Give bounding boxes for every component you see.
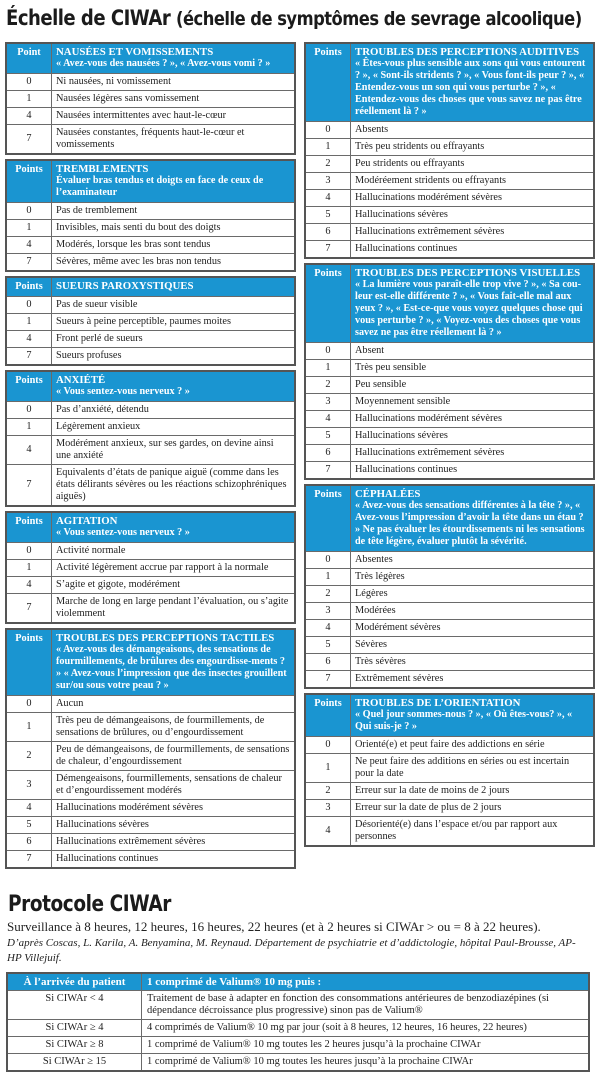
score-value: 5 (305, 207, 351, 224)
score-value: 1 (6, 220, 52, 237)
protocol-condition: Si CIWAr ≥ 15 (7, 1054, 142, 1072)
score-value: 1 (6, 314, 52, 331)
protocol-row (7, 991, 589, 1020)
score-row (6, 713, 295, 742)
score-description: Erreur sur la date de plus de 2 jours (351, 800, 595, 817)
section-heading: NAUSÉES ET VOMISSEMENTS (56, 46, 214, 58)
score-row (6, 220, 295, 237)
score-value: 4 (6, 577, 52, 594)
score-row (305, 737, 594, 754)
score-description: Pas d’anxiété, détendu (52, 402, 296, 419)
score-row (305, 224, 594, 241)
score-description: Modérées (351, 603, 595, 620)
score-description: Peu stridents ou effrayants (351, 156, 595, 173)
score-row (6, 543, 295, 560)
scale-section-cephalees (304, 484, 595, 689)
score-row (305, 207, 594, 224)
score-description: Hallucinations continues (351, 462, 595, 480)
score-row (6, 91, 295, 108)
score-row (305, 173, 594, 190)
score-value: 2 (305, 783, 351, 800)
points-column-header: Points (305, 43, 351, 122)
section-heading-cell (52, 629, 296, 696)
section-question: « La lumière vous paraît-elle trop vive ? », « Sa cou-leur est-elle différente ? », « Vous fait-elle mal aux yeux ? », « Est-ce-que vous voyez quelques chose qui vous perturbe ? », « Voyez-vous des choses que vous savez ne pas être réellement là ? » (355, 279, 583, 338)
score-row (305, 241, 594, 259)
score-row (6, 254, 295, 272)
score-row (305, 156, 594, 173)
points-column-header: Points (6, 512, 52, 543)
score-value: 4 (305, 190, 351, 207)
score-description: Nausées intermittentes avec haut-le-cœur (52, 108, 296, 125)
score-value: 3 (305, 394, 351, 411)
score-value: 2 (305, 377, 351, 394)
points-column-header: Points (305, 694, 351, 737)
score-description: Nausées constantes, fréquents haut-le-cœur et vomissements (52, 125, 296, 155)
score-description: Front perlé de sueurs (52, 331, 296, 348)
score-description: Peu de démangeaisons, de fourmillements, de sensations de chaleur, d’engourdissement (52, 742, 296, 771)
score-value: 4 (305, 817, 351, 847)
score-row (305, 620, 594, 637)
scale-section-troubles-des-perceptions-visuelles (304, 263, 595, 480)
score-row (6, 696, 295, 713)
section-heading: TREMBLEMENTS (56, 163, 149, 175)
protocol-condition: Si CIWAr < 4 (7, 991, 142, 1020)
protocol-condition: Si CIWAr ≥ 8 (7, 1037, 142, 1054)
score-row (305, 428, 594, 445)
score-description: Pas de sueur visible (52, 297, 296, 314)
score-row (6, 817, 295, 834)
score-value: 6 (305, 445, 351, 462)
points-column-header: Points (305, 485, 351, 552)
score-value: 1 (6, 419, 52, 436)
score-value: 5 (6, 817, 52, 834)
score-row (6, 560, 295, 577)
page-title-main: Échelle de CIWAr (6, 6, 171, 30)
section-heading: TROUBLES DE L’ORIENTATION (355, 697, 521, 709)
page-title (6, 6, 582, 30)
score-row (305, 783, 594, 800)
score-description: Activité légèrement accrue par rapport à la normale (52, 560, 296, 577)
score-row (6, 834, 295, 851)
score-description: Hallucinations extrêmement sévères (351, 224, 595, 241)
score-row (305, 569, 594, 586)
section-header-row (6, 160, 295, 203)
section-header-row (305, 694, 594, 737)
section-header-row (305, 485, 594, 552)
section-header-row (6, 371, 295, 402)
score-value: 0 (6, 203, 52, 220)
section-heading: AGITATION (56, 515, 118, 527)
score-description: Erreur sur la date de moins de 2 jours (351, 783, 595, 800)
section-heading-cell (52, 512, 296, 543)
score-value: 3 (305, 173, 351, 190)
score-value: 1 (305, 139, 351, 156)
score-value: 7 (305, 462, 351, 480)
score-description: Modérément sévères (351, 620, 595, 637)
score-row (305, 603, 594, 620)
score-value: 1 (6, 713, 52, 742)
score-row (305, 654, 594, 671)
score-row (6, 348, 295, 366)
score-row (305, 445, 594, 462)
score-description: Pas de tremblement (52, 203, 296, 220)
score-value: 6 (305, 654, 351, 671)
score-row (305, 800, 594, 817)
section-header-row (305, 264, 594, 343)
score-row (305, 394, 594, 411)
score-row (6, 577, 295, 594)
section-question: « Avez-vous des nausées ? », « Avez-vous vomi ? » (56, 58, 271, 69)
score-row (6, 436, 295, 465)
score-value: 0 (305, 122, 351, 139)
section-question: Évaluer bras tendus et doigts en face de ceux de l’examinateur (56, 175, 264, 198)
score-row (6, 108, 295, 125)
score-row (6, 74, 295, 91)
score-value: 0 (6, 74, 52, 91)
points-column-header: Points (6, 277, 52, 297)
score-description: Aucun (52, 696, 296, 713)
score-value: 0 (305, 737, 351, 754)
score-value: 7 (305, 241, 351, 259)
points-column-header: Points (6, 371, 52, 402)
section-question: « Vous sentez-vous nerveux ? » (56, 386, 190, 397)
score-description: Sueurs à peine perceptible, paumes moites (52, 314, 296, 331)
score-description: Nausées légères sans vomissement (52, 91, 296, 108)
score-row (6, 771, 295, 800)
score-description: Légèrement anxieux (52, 419, 296, 436)
section-question: « Quel jour sommes-nous ? », « Où êtes-vous? », « Qui suis-je ? » (355, 709, 573, 732)
score-row (305, 343, 594, 360)
score-row (6, 331, 295, 348)
protocol-row (7, 1020, 589, 1037)
score-description: Hallucinations sévères (351, 207, 595, 224)
score-value: 1 (305, 569, 351, 586)
score-value: 7 (6, 254, 52, 272)
score-value: 7 (6, 125, 52, 155)
score-row (305, 190, 594, 207)
points-column-header: Points (6, 160, 52, 203)
score-row (305, 552, 594, 569)
section-heading: TROUBLES DES PERCEPTIONS VISUELLES (355, 267, 581, 279)
protocol-title: Protocole CIWAr (8, 892, 171, 917)
score-description: Extrêmement sévères (351, 671, 595, 689)
score-value: 1 (305, 754, 351, 783)
score-description: Sévères, même avec les bras non tendus (52, 254, 296, 272)
score-value: 7 (6, 851, 52, 869)
protocol-header-condition: À l’arrivée du patient (7, 973, 142, 991)
points-column-header: Points (6, 629, 52, 696)
score-value: 3 (305, 800, 351, 817)
score-row (6, 203, 295, 220)
section-heading: TROUBLES DES PERCEPTIONS TACTILES (56, 632, 275, 644)
score-value: 3 (6, 771, 52, 800)
credit-text: D’après Coscas, L. Karila, A. Benyamina, M. Reynaud. Département de psychiatrie et d’addictologie, hôpital Paul-Brousse, AP-HP Villejuif. (7, 937, 576, 964)
score-description: Sueurs profuses (52, 348, 296, 366)
score-description: Très peu de démangeaisons, de fourmillements, de sensations de brûlures, ou d’engourdissement (52, 713, 296, 742)
score-value: 7 (6, 594, 52, 624)
score-row (305, 586, 594, 603)
score-description: Hallucinations continues (52, 851, 296, 869)
score-description: Absent (351, 343, 595, 360)
score-value: 1 (6, 560, 52, 577)
score-description: Hallucinations extrêmement sévères (351, 445, 595, 462)
score-description: Hallucinations modérément sévères (351, 411, 595, 428)
score-value: 6 (6, 834, 52, 851)
score-description: Invisibles, mais senti du bout des doigts (52, 220, 296, 237)
score-row (305, 139, 594, 156)
surveillance-text: Surveillance à 8 heures, 12 heures, 16 heures, 22 heures (et à 2 heures si CIWAr > ou = 8 à 22 heures). (7, 919, 541, 934)
score-value: 4 (6, 436, 52, 465)
score-value: 1 (6, 91, 52, 108)
score-row (6, 594, 295, 624)
score-row (6, 742, 295, 771)
score-row (6, 402, 295, 419)
score-value: 0 (305, 343, 351, 360)
score-description: Absentes (351, 552, 595, 569)
score-value: 4 (6, 237, 52, 254)
score-value: 2 (6, 742, 52, 771)
section-heading-cell (52, 43, 296, 74)
score-row (6, 125, 295, 155)
right-column (304, 42, 595, 851)
score-description: Très sévères (351, 654, 595, 671)
score-value: 3 (305, 603, 351, 620)
scale-section-anxiete (5, 370, 296, 507)
score-description: Moyennement sensible (351, 394, 595, 411)
score-description: Ni nausées, ni vomissement (52, 74, 296, 91)
protocol-action: 4 comprimés de Valium® 10 mg par jour (soit à 8 heures, 12 heures, 16 heures, 22 heures) (142, 1020, 590, 1037)
section-heading-cell (52, 371, 296, 402)
scale-section-nausees-et-vomissements (5, 42, 296, 155)
score-row (305, 411, 594, 428)
protocol-row (7, 1054, 589, 1072)
section-heading-cell (52, 160, 296, 203)
score-row (6, 419, 295, 436)
protocol-header-action: 1 comprimé de Valium® 10 mg puis : (142, 973, 590, 991)
points-column-header: Point (6, 43, 52, 74)
section-heading: CÉPHALÉES (355, 488, 421, 500)
score-value: 4 (6, 108, 52, 125)
section-heading-cell (351, 43, 595, 122)
score-value: 4 (305, 411, 351, 428)
score-row (305, 754, 594, 783)
score-description: Orienté(e) et peut faire des addictions en série (351, 737, 595, 754)
score-value: 7 (6, 348, 52, 366)
protocol-action: 1 comprimé de Valium® 10 mg toutes les 2 heures jusqu’à la prochaine CIWAr (142, 1037, 590, 1054)
score-value: 0 (305, 552, 351, 569)
score-row (305, 462, 594, 480)
scale-section-tremblements (5, 159, 296, 272)
score-value: 5 (305, 637, 351, 654)
score-description: Hallucinations sévères (351, 428, 595, 445)
score-description: Hallucinations sévères (52, 817, 296, 834)
score-description: Peu sensible (351, 377, 595, 394)
score-value: 4 (305, 620, 351, 637)
score-description: S’agite et gigote, modérément (52, 577, 296, 594)
section-heading: SUEURS PAROXYSTIQUES (56, 280, 194, 292)
protocol-condition: Si CIWAr ≥ 4 (7, 1020, 142, 1037)
score-row (6, 297, 295, 314)
score-value: 4 (6, 331, 52, 348)
score-value: 0 (6, 696, 52, 713)
scale-section-troubles-des-perceptions-auditives (304, 42, 595, 259)
section-question: « Vous sentez-vous nerveux ? » (56, 527, 190, 538)
score-description: Légères (351, 586, 595, 603)
score-value: 1 (305, 360, 351, 377)
score-value: 6 (305, 224, 351, 241)
section-header-row (305, 43, 594, 122)
score-row (305, 360, 594, 377)
score-value: 7 (305, 671, 351, 689)
left-column (5, 42, 296, 873)
section-heading-cell (351, 694, 595, 737)
score-row (6, 237, 295, 254)
score-description: Désorienté(e) dans l’espace et/ou par rapport aux personnes (351, 817, 595, 847)
points-column-header: Points (305, 264, 351, 343)
section-heading: ANXIÉTÉ (56, 374, 106, 386)
protocol-header-row (7, 973, 589, 991)
score-row (305, 671, 594, 689)
score-description: Très peu sensible (351, 360, 595, 377)
scale-section-agitation (5, 511, 296, 624)
score-row (6, 314, 295, 331)
score-description: Modérés, lorsque les bras sont tendus (52, 237, 296, 254)
score-value: 4 (6, 800, 52, 817)
section-header-row (6, 512, 295, 543)
score-description: Très peu stridents ou effrayants (351, 139, 595, 156)
page-title-subtitle: (échelle de symptômes de sevrage alcoolique) (176, 8, 582, 30)
protocol-row (7, 1037, 589, 1054)
score-row (305, 817, 594, 847)
protocol-table (6, 972, 590, 1072)
score-description: Equivalents d’états de panique aiguë (comme dans les états délirants sévères ou les réactions schizophréniques aiguës) (52, 465, 296, 507)
score-value: 0 (6, 297, 52, 314)
score-value: 2 (305, 586, 351, 603)
section-header-row (6, 277, 295, 297)
section-heading-cell (351, 264, 595, 343)
score-description: Très légères (351, 569, 595, 586)
score-description: Sévères (351, 637, 595, 654)
section-header-row (6, 43, 295, 74)
score-value: 2 (305, 156, 351, 173)
score-description: Activité normale (52, 543, 296, 560)
score-description: Modérément anxieux, sur ses gardes, on devine ainsi une anxiété (52, 436, 296, 465)
scale-section-troubles-de-l-orientation (304, 693, 595, 847)
score-value: 0 (6, 402, 52, 419)
score-row (6, 851, 295, 869)
score-description: Hallucinations continues (351, 241, 595, 259)
score-row (305, 637, 594, 654)
section-heading-cell (351, 485, 595, 552)
section-question: « Êtes-vous plus sensible aux sons qui vous entourent ? », « Sont-ils stridents ? », « Vous font-ils peur ? », « Entendez-vous un son qui vous perturbe ? », « Entendez-vous des choses que vous savez ne pas être réellement là ? » (355, 58, 586, 117)
protocol-action: 1 comprimé de Valium® 10 mg toutes les heures jusqu’à la prochaine CIWAr (142, 1054, 590, 1072)
score-description: Hallucinations extrêmement sévères (52, 834, 296, 851)
score-description: Hallucinations modérément sévères (52, 800, 296, 817)
section-header-row (6, 629, 295, 696)
score-value: 5 (305, 428, 351, 445)
section-question: « Avez-vous des sensations différentes à la tête ? », « Avez-vous l’impression d’avoir la tête dans un étau ? » Ne pas évaluer les étourdissements ni les sensations de tête légère, évaluer plutôt la sévérité. (355, 500, 585, 547)
score-description: Ne peut faire des additions en séries ou est incertain pour la date (351, 754, 595, 783)
score-description: Démengeaisons, fourmillements, sensations de chaleur et d’engourdissement modérés (52, 771, 296, 800)
section-question: « Avez-vous des démangeaisons, des sensations de fourmillements, de brûlures des engourdisse-ments ? » « Avez-vous l’impression que des insectes grouillent sur/ou sous votre peau ? » (56, 644, 287, 691)
scale-section-troubles-des-perceptions-tactiles (5, 628, 296, 869)
score-row (6, 465, 295, 507)
score-description: Hallucinations modérément sévères (351, 190, 595, 207)
scale-section-sueurs-paroxystiques (5, 276, 296, 366)
score-row (305, 377, 594, 394)
section-heading: TROUBLES DES PERCEPTIONS AUDITIVES (355, 46, 580, 58)
section-heading-cell (52, 277, 296, 297)
score-row (305, 122, 594, 139)
score-description: Absents (351, 122, 595, 139)
score-value: 7 (6, 465, 52, 507)
score-description: Modéréement stridents ou effrayants (351, 173, 595, 190)
score-description: Marche de long en large pendant l’évaluation, ou s’agite violemment (52, 594, 296, 624)
score-value: 0 (6, 543, 52, 560)
protocol-action: Traitement de base à adapter en fonction des consommations antérieures de benzodiazépines (si dépendance décroissance plus progressive) sinon pas de Valium® (142, 991, 590, 1020)
score-row (6, 800, 295, 817)
